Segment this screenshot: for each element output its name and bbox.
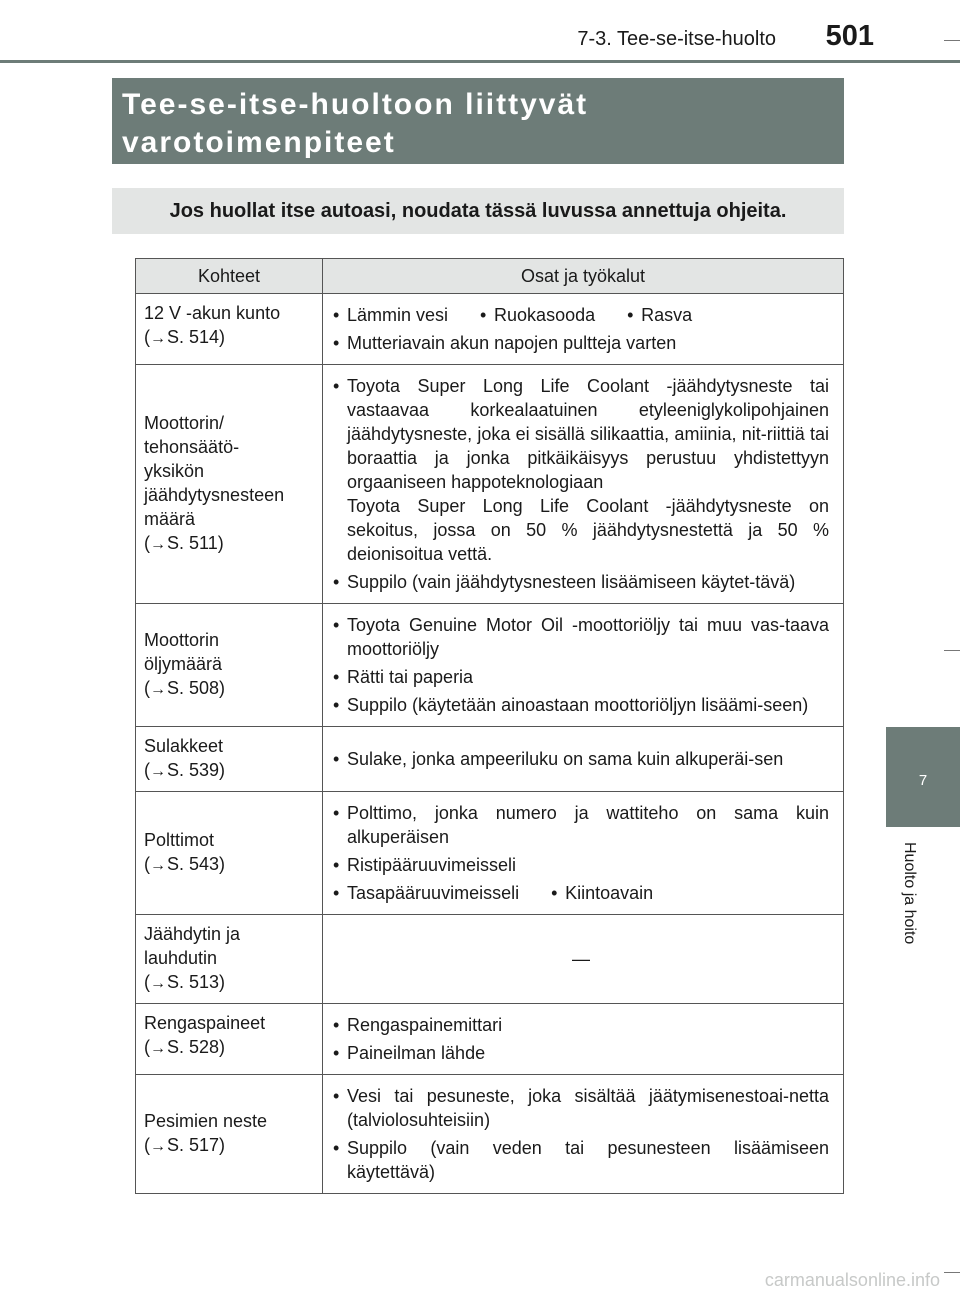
list-item: • Mutteriavain akun napojen pultteja varten xyxy=(333,331,829,355)
parts-cell xyxy=(323,1075,844,1194)
topic-label: 12 V -akun kunto xyxy=(144,303,281,323)
list-item: • Suppilo (vain jäähdytysnesteen lisäämiseen käytet-tävä) xyxy=(333,570,829,594)
crop-mark xyxy=(944,650,960,651)
table-row xyxy=(136,604,844,727)
inline-items xyxy=(333,303,829,327)
topic-label: Sulakkeet xyxy=(144,736,224,756)
list-item: • Vesi tai pesuneste, joka sisältää jäätymisenestoai-netta (talviolosuhteisiin) xyxy=(333,1084,829,1132)
list-item: • Rengaspainemittari xyxy=(333,1013,829,1037)
table-row xyxy=(136,294,844,365)
table-header-topics: Kohteet xyxy=(136,259,323,294)
topic-label: Jäähdytin ja lauhdutin xyxy=(144,924,241,968)
topic-label: Polttimot xyxy=(144,830,215,850)
watermark: carmanualsonline.info xyxy=(764,1270,940,1290)
list-item: • Polttimo, jonka numero ja wattiteho on sama kuin alkuperäisen xyxy=(333,801,829,849)
page-reference: (→S. 539) xyxy=(144,760,226,780)
topic-label: Pesimien neste xyxy=(144,1111,268,1131)
arrow-right-icon: → xyxy=(150,681,166,698)
topic-label: Moottorin öljymäärä xyxy=(144,630,223,674)
topic-cell xyxy=(136,1075,323,1194)
arrow-right-icon: → xyxy=(150,1040,166,1057)
list-item: • Suppilo (käytetään ainoastaan moottoriöljyn lisäämi-seen) xyxy=(333,693,829,717)
topic-label: Moottorin/ tehonsäätö- yksikön jäähdytysnesteen määrä xyxy=(144,413,285,529)
list-item: • Lämmin vesi xyxy=(333,303,448,327)
chapter-label: Huolto ja hoito xyxy=(901,842,918,945)
topic-label: Rengaspaineet xyxy=(144,1013,266,1033)
intro-text: Jos huollat itse autoasi, noudata tässä luvussa annettuja ohjeita. xyxy=(112,188,844,234)
parts-cell xyxy=(323,915,844,1004)
crop-mark xyxy=(944,40,960,41)
arrow-right-icon: → xyxy=(150,330,166,347)
topic-cell xyxy=(136,604,323,727)
table-row xyxy=(136,365,844,604)
list-item: • Toyota Super Long Life Coolant -jäähdytysneste tai vastaavaa korkealaatuinen etyleeniglykolipohjainen jäähdytysneste, joka ei sisällä silikaattia, amiinia, nit-riittiä tai boraattia ja jonka pitkäikäisyys perustuu yhdistettyyn orgaaniseen happoteknologiaan Toyota Super Long Life Coolant -jäähdytysneste on sekoitus, jossa on 50 % jäähdytysnestettä ja 50 % deionisoitua vettä. xyxy=(333,374,829,566)
page-reference: (→S. 528) xyxy=(144,1037,226,1057)
arrow-right-icon: → xyxy=(150,975,166,992)
list-item: • Kiintoavain xyxy=(551,881,653,905)
arrow-right-icon: → xyxy=(150,536,166,553)
list-item: • Rasva xyxy=(627,303,692,327)
crop-mark xyxy=(944,1272,960,1273)
inline-items xyxy=(333,881,829,905)
table-row xyxy=(136,792,844,915)
table-row xyxy=(136,727,844,792)
page-reference: (→S. 514) xyxy=(144,327,226,347)
parts-cell xyxy=(323,294,844,365)
page-reference: (→S. 508) xyxy=(144,678,226,698)
list-item: • Suppilo (vain veden tai pesunesteen lisäämiseen käytettävä) xyxy=(333,1136,829,1184)
parts-cell xyxy=(323,365,844,604)
table-header-row xyxy=(136,259,844,294)
list-item: • Ruokasooda xyxy=(480,303,595,327)
topic-cell xyxy=(136,365,323,604)
arrow-right-icon: → xyxy=(150,857,166,874)
arrow-right-icon: → xyxy=(150,763,166,780)
list-item: • Ristipääruuvimeisseli xyxy=(333,853,829,877)
arrow-right-icon: → xyxy=(150,1138,166,1155)
parts-cell xyxy=(323,604,844,727)
parts-table xyxy=(135,258,844,1194)
list-item: • Sulake, jonka ampeeriluku on sama kuin alkuperäi-sen xyxy=(333,747,829,771)
page-title: Tee-se-itse-huoltoon liittyvät varotoimenpiteet xyxy=(112,78,844,164)
list-item: • Toyota Genuine Motor Oil -moottoriöljy tai muu vas-taava moottoriöljy xyxy=(333,613,829,661)
topic-cell xyxy=(136,915,323,1004)
list-item: • Tasapääruuvimeisseli xyxy=(333,881,519,905)
chapter-tab xyxy=(886,727,960,827)
list-item: • Rätti tai paperia xyxy=(333,665,829,689)
parts-cell xyxy=(323,1004,844,1075)
page-number: 501 xyxy=(825,20,874,52)
topic-cell xyxy=(136,792,323,915)
topic-cell xyxy=(136,294,323,365)
table-header-parts: Osat ja työkalut xyxy=(323,259,844,294)
page-reference: (→S. 543) xyxy=(144,854,226,874)
parts-cell xyxy=(323,792,844,915)
table-row xyxy=(136,1004,844,1075)
table-row xyxy=(136,915,844,1004)
header-rule xyxy=(0,60,960,63)
table-row xyxy=(136,1075,844,1194)
list-item: • Paineilman lähde xyxy=(333,1041,829,1065)
page-reference: (→S. 513) xyxy=(144,972,226,992)
topic-cell xyxy=(136,727,323,792)
header-section-title: 7-3. Tee-se-itse-huolto xyxy=(577,28,776,50)
parts-cell xyxy=(323,727,844,792)
topic-cell xyxy=(136,1004,323,1075)
empty-dash: — xyxy=(572,949,590,969)
page-reference: (→S. 511) xyxy=(144,533,224,553)
page-reference: (→S. 517) xyxy=(144,1135,226,1155)
chapter-number: 7 xyxy=(918,772,928,789)
